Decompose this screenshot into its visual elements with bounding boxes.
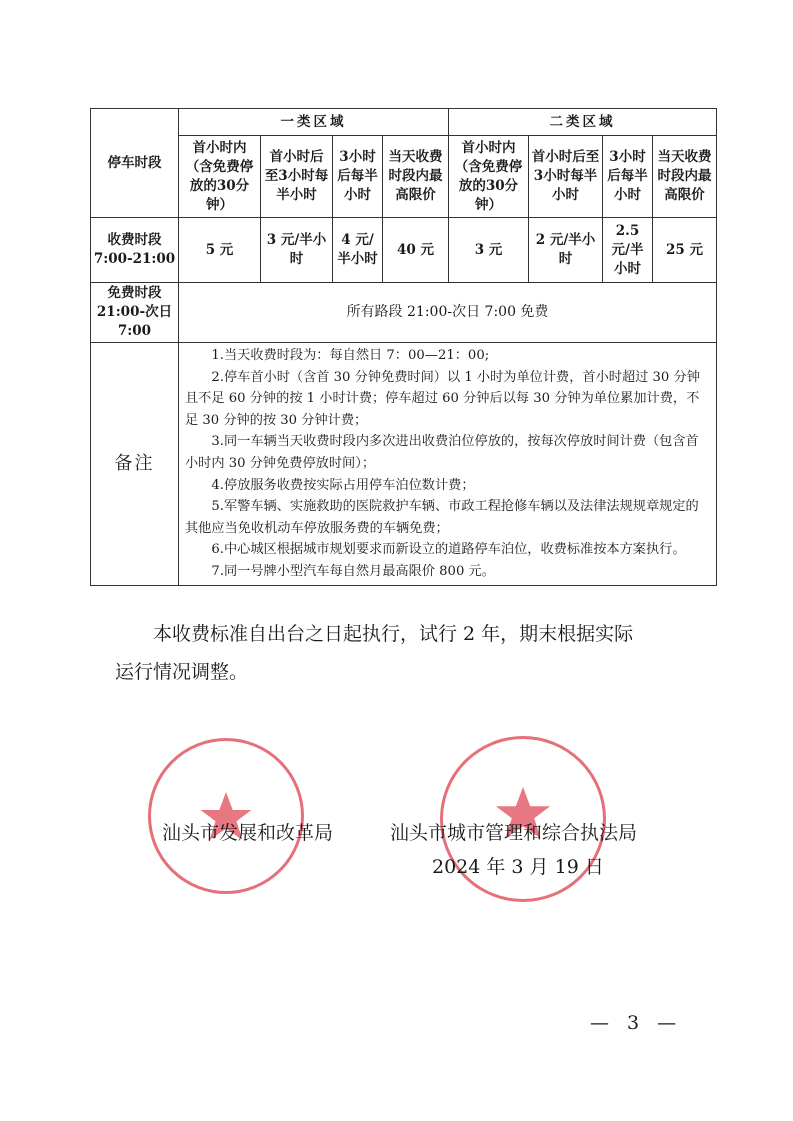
official-seal-drc [148, 738, 304, 894]
remark-item: 7.同一号牌小型汽车每自然月最高限价 800 元。 [211, 563, 495, 579]
fee-period-label: 收费时段 7:00-21:00 [91, 218, 179, 283]
free-period-text: 所有路段 21:00-次日 7:00 免费 [179, 283, 717, 343]
page-number: — 3 — [590, 1012, 683, 1034]
remark-item: 6.中心城区根据城市规划要求而新设立的道路停车泊位，收费标准按本方案执行。 [211, 542, 686, 558]
remark-item: 4.停放服务收费按实际占用停车泊位数计费； [211, 477, 475, 493]
zone-2-fee-first-hour: 3 元 [449, 218, 529, 283]
signature-org-2: 汕头市城市管理和综合执法局 [390, 822, 638, 844]
zone-2-col-daily-cap: 当天收费时段内最高限价 [653, 136, 717, 218]
zone-2-fee-after-3h: 2.5 元/半小时 [603, 218, 653, 283]
remarks-label: 备注 [91, 343, 179, 586]
closing-paragraph: 本收费标准自出台之日起执行，试行 2 年，期末根据实际 运行情况调整。 [115, 623, 634, 683]
remark-item: 5.军警车辆、实施救助的医院救护车辆、市政工程抢修车辆以及法律法规规章规定的其他应当免收机动车停放服务费的车辆免费； [185, 499, 699, 536]
zone-2-col-first-hour: 首小时内（含免费停放的30分钟） [449, 136, 529, 218]
zone-2-col-after-3h: 3小时后每半小时 [603, 136, 653, 218]
remark-item: 2.停车首小时（含首 30 分钟免费时间）以 1 小时为单位计费，首小时超过 30 分钟且不足 60 分钟的按 1 小时计费；停车超过 60 分钟后以每 30 分钟为单位累加计费，不足 30 分钟的按 30 分钟计费； [185, 369, 700, 428]
zone-1-fee-daily-cap: 40 元 [383, 218, 449, 283]
zone-2-header: 二类区域 [449, 109, 717, 136]
zone-2-fee-daily-cap: 25 元 [653, 218, 717, 283]
signature-org-1: 汕头市发展和改革局 [162, 822, 334, 844]
zone-1-fee-after-3h: 4 元/半小时 [333, 218, 383, 283]
zone-1-fee-first-hour: 5 元 [179, 218, 261, 283]
zone-1-col-1-to-3h: 首小时后至3小时每半小时 [261, 136, 333, 218]
zone-1-col-daily-cap: 当天收费时段内最高限价 [383, 136, 449, 218]
remark-item: 3.同一车辆当天收费时段内多次进出收费泊位停放的，按每次停放时间计费（包含首小时内 30 分钟免费停放时间）； [185, 434, 699, 471]
zone-1-fee-1-to-3h: 3 元/半小时 [261, 218, 333, 283]
remarks-content [179, 343, 717, 586]
zone-2-col-1-to-3h: 首小时后至3小时每半小时 [529, 136, 603, 218]
star-icon [151, 741, 301, 891]
free-period-label: 免费时段 21:00-次日 7:00 [91, 283, 179, 343]
row-header-label: 停车时段 [91, 109, 179, 218]
signature-date: 2024 年 3 月 19 日 [432, 856, 604, 878]
remark-item: 1.当天收费时段为：每自然日 7：00—21：00; [211, 348, 490, 363]
parking-fee-table [90, 108, 717, 586]
zone-1-col-after-3h: 3小时后每半小时 [333, 136, 383, 218]
zone-2-fee-1-to-3h: 2 元/半小时 [529, 218, 603, 283]
zone-1-header: 一类区域 [179, 109, 449, 136]
zone-1-col-first-hour: 首小时内（含免费停放的30分钟） [179, 136, 261, 218]
